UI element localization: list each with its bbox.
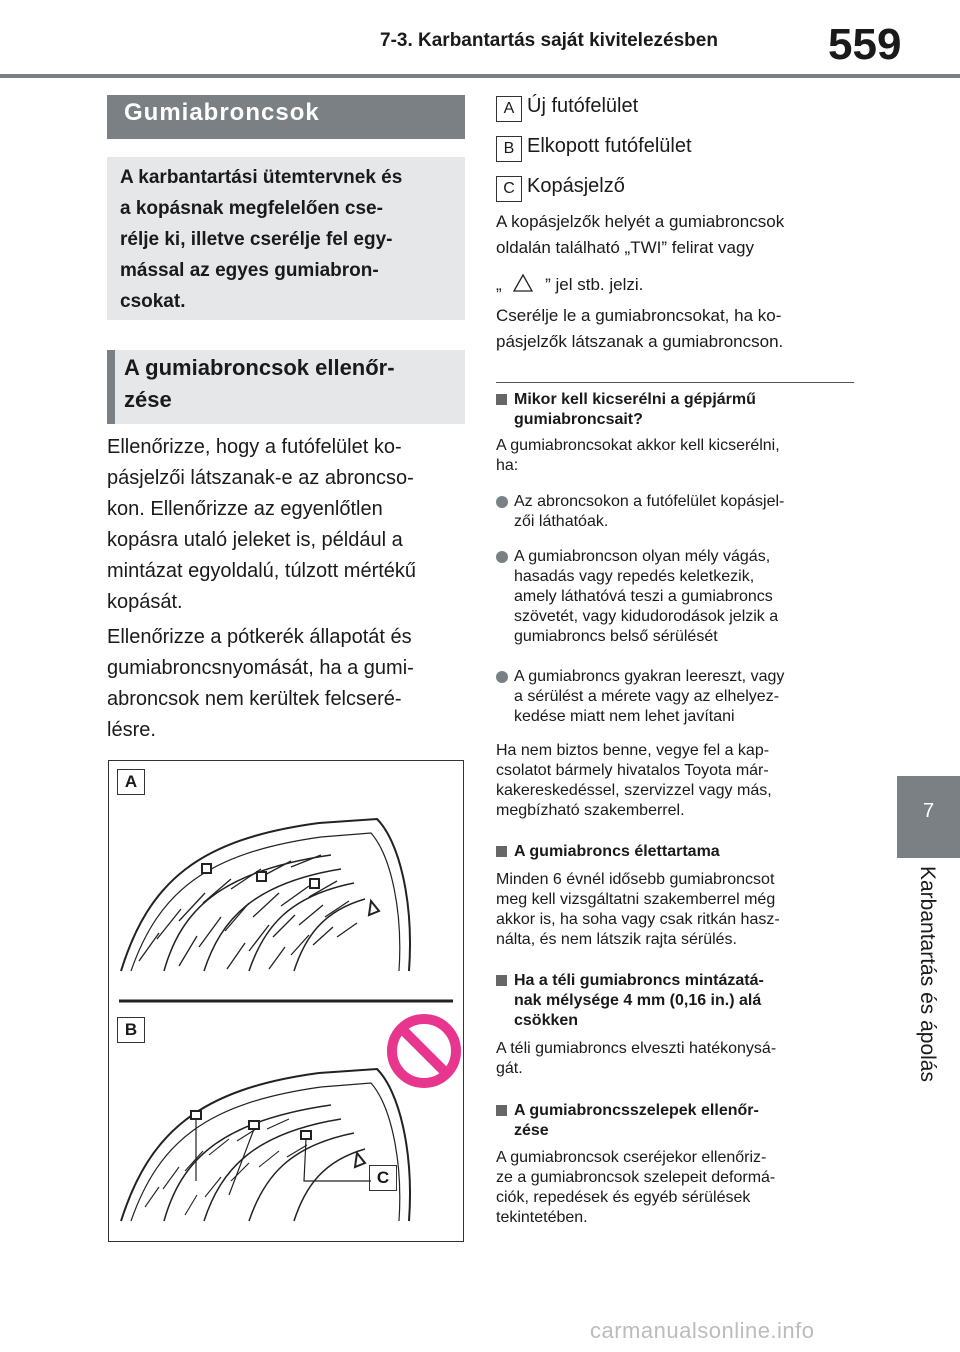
- bullet-dot-icon: [496, 671, 508, 683]
- text-line: A téli gumiabroncs elveszti hatékonysá-: [496, 1040, 777, 1057]
- text-line: szövetét, vagy kidudorodások jelzik a: [514, 608, 779, 625]
- heading-line: Mikor kell kicserélni a gépjármű: [514, 391, 756, 408]
- intro-text: [120, 162, 460, 317]
- text-line: amely láthatóvá teszi a gumiabroncs: [514, 588, 773, 605]
- text-line: pásjelzők látszanak a gumiabroncson.: [496, 332, 784, 351]
- prohibition-icon: [392, 1019, 456, 1083]
- intro-line: rélje ki, illetve cserélje fel egy-: [120, 229, 393, 250]
- header-rule: [0, 74, 960, 78]
- heading-line: A gumiabroncs élettartama: [514, 843, 720, 860]
- legend-key: C: [496, 176, 522, 202]
- valve-check-text: [496, 1148, 856, 1228]
- subheading-line: A gumiabroncsok ellenőr-: [124, 355, 395, 380]
- subheading: [124, 352, 454, 416]
- paragraph-line: kopásra utaló jeleket is, például a: [107, 529, 403, 551]
- running-header-section: 7-3. Karbantartás saját kivitelezésben: [380, 30, 718, 51]
- quote-close: ” jel stb. jelzi.: [545, 275, 644, 294]
- legend-text: Új futófelület: [527, 95, 639, 117]
- subheading-line: zése: [124, 387, 172, 412]
- paragraph-line: lésre.: [107, 719, 156, 741]
- text-line: tekintetében.: [496, 1209, 588, 1226]
- intro-line: csokat.: [120, 291, 186, 312]
- square-bullet-icon: [496, 1105, 507, 1116]
- text-line: ciók, repedések és egyéb sérülések: [496, 1189, 751, 1206]
- tire-tread-figure: [108, 760, 464, 1242]
- text-line: Minden 6 évnél idősebb gumiabroncsot: [496, 871, 775, 888]
- square-bullet-icon: [496, 846, 507, 857]
- text-line: meg kell vizsgáltatni szakemberrel még: [496, 891, 776, 908]
- heading-line: nak mélysége 4 mm (0,16 in.) alá: [514, 992, 762, 1009]
- heading-line: zése: [514, 1122, 549, 1139]
- section-title: Gumiabroncsok: [124, 99, 320, 126]
- text-line: kakereskedéssel, szervizzel vagy más,: [496, 782, 772, 799]
- replace-text: [496, 303, 856, 355]
- figure-label-a: A: [117, 769, 145, 795]
- page-number: 559: [828, 20, 902, 69]
- paragraph-line: mintázat egyoldalú, túlzott mértékű: [107, 560, 417, 582]
- figure-label-c: C: [369, 1165, 397, 1191]
- intro-line: A karbantartási ütemtervnek és: [120, 167, 403, 188]
- text-line: Az abroncsokon a futófelület kopásjel-: [514, 493, 785, 510]
- intro-line: mással az egyes gumiabron-: [120, 260, 379, 281]
- legend-text: Kopásjelző: [527, 175, 625, 197]
- text-line: A gumiabroncson olyan mély vágás,: [514, 548, 771, 565]
- quote-open: „: [496, 275, 502, 294]
- when-replace-intro: [496, 436, 856, 476]
- text-line: Ha nem biztos benne, vegye fel a kap-: [496, 742, 770, 759]
- figure-label-b: B: [117, 1017, 145, 1043]
- chapter-number: 7: [922, 800, 935, 822]
- bullet-dot-icon: [496, 551, 508, 563]
- text-line: ze a gumiabroncsok szelepeit deformá-: [496, 1169, 776, 1186]
- heading-line: csökken: [514, 1012, 579, 1029]
- paragraph-line: gumiabroncsnyomását, ha a gumi-: [107, 657, 414, 679]
- subheading-accent-bar: [107, 350, 115, 424]
- chapter-title: [897, 866, 960, 1206]
- chapter-title-text: Karbantartás és ápolás: [916, 866, 939, 1082]
- text-line: megbízható szakemberrel.: [496, 802, 685, 819]
- paragraph-line: abroncsok nem kerültek felcseré-: [107, 688, 402, 710]
- legend-key: B: [496, 136, 522, 162]
- heading-line: A gumiabroncsszelepek ellenőr-: [514, 1102, 759, 1119]
- new-tire-drawing: [121, 819, 410, 971]
- text-line: a sérülést a mérete vagy az elhelyez-: [514, 688, 780, 705]
- text-line: A gumiabroncsokat akkor kell kicserélni,: [496, 437, 780, 454]
- triangle-icon: [512, 273, 534, 293]
- text-line: Cserélje le a gumiabroncsokat, ha ko-: [496, 306, 782, 325]
- text-line: hasadás vagy repedés keletkezik,: [514, 568, 755, 585]
- paragraph-line: kon. Ellenőrizze az egyenlőtlen: [107, 498, 383, 520]
- paragraph-line: pásjelzői látszanak-e az abroncso-: [107, 467, 414, 489]
- text-line: zői láthatóak.: [514, 513, 609, 530]
- tire-illustration: [109, 761, 463, 1241]
- paragraph-spare-tire: [107, 622, 467, 746]
- text-line: A kopásjelzők helyét a gumiabroncsok: [496, 212, 785, 231]
- text-line: ha:: [496, 457, 519, 474]
- paragraph-check-tread: [107, 432, 467, 618]
- paragraph-line: Ellenőrizze, hogy a futófelület ko-: [107, 436, 402, 458]
- square-bullet-icon: [496, 394, 507, 405]
- twi-text: [496, 209, 856, 261]
- paragraph-line: kopását.: [107, 591, 183, 613]
- text-line: akkor is, ha soha vagy csak ritkán hasz-: [496, 911, 780, 928]
- legend-text: Elkopott futófelület: [527, 135, 692, 157]
- heading-line: Ha a téli gumiabroncs mintázatá-: [514, 972, 764, 989]
- text-line: nálta, és nem látszik rajta sérülés.: [496, 931, 737, 948]
- intro-line: a kopásnak megfelelően cse-: [120, 198, 383, 219]
- paragraph-line: Ellenőrizze a pótkerék állapotát és: [107, 626, 412, 648]
- watermark: carmanualsonline.info: [590, 1318, 815, 1343]
- winter-tire-text: [496, 1039, 856, 1079]
- text-line: A gumiabroncsok cseréjekor ellenőriz-: [496, 1149, 767, 1166]
- section-divider: [496, 382, 854, 383]
- text-line: gumiabroncs belső sérülését: [514, 628, 718, 645]
- worn-tire-drawing: [121, 1069, 410, 1221]
- heading-line: gumiabroncsait?: [514, 411, 643, 428]
- text-line: csolatot bármely hivatalos Toyota már-: [496, 762, 769, 779]
- text-line: oldalán található „TWI” felirat vagy: [496, 238, 754, 257]
- twi-symbol-line: [496, 272, 856, 298]
- legend-key: A: [496, 96, 522, 122]
- tire-lifespan-text: [496, 870, 856, 950]
- text-line: A gumiabroncs gyakran leereszt, vagy: [514, 668, 785, 685]
- square-bullet-icon: [496, 975, 507, 986]
- bullet-dot-icon: [496, 496, 508, 508]
- when-replace-outro: [496, 741, 856, 821]
- text-line: gát.: [496, 1060, 523, 1077]
- text-line: kedése miatt nem lehet javítani: [514, 708, 735, 725]
